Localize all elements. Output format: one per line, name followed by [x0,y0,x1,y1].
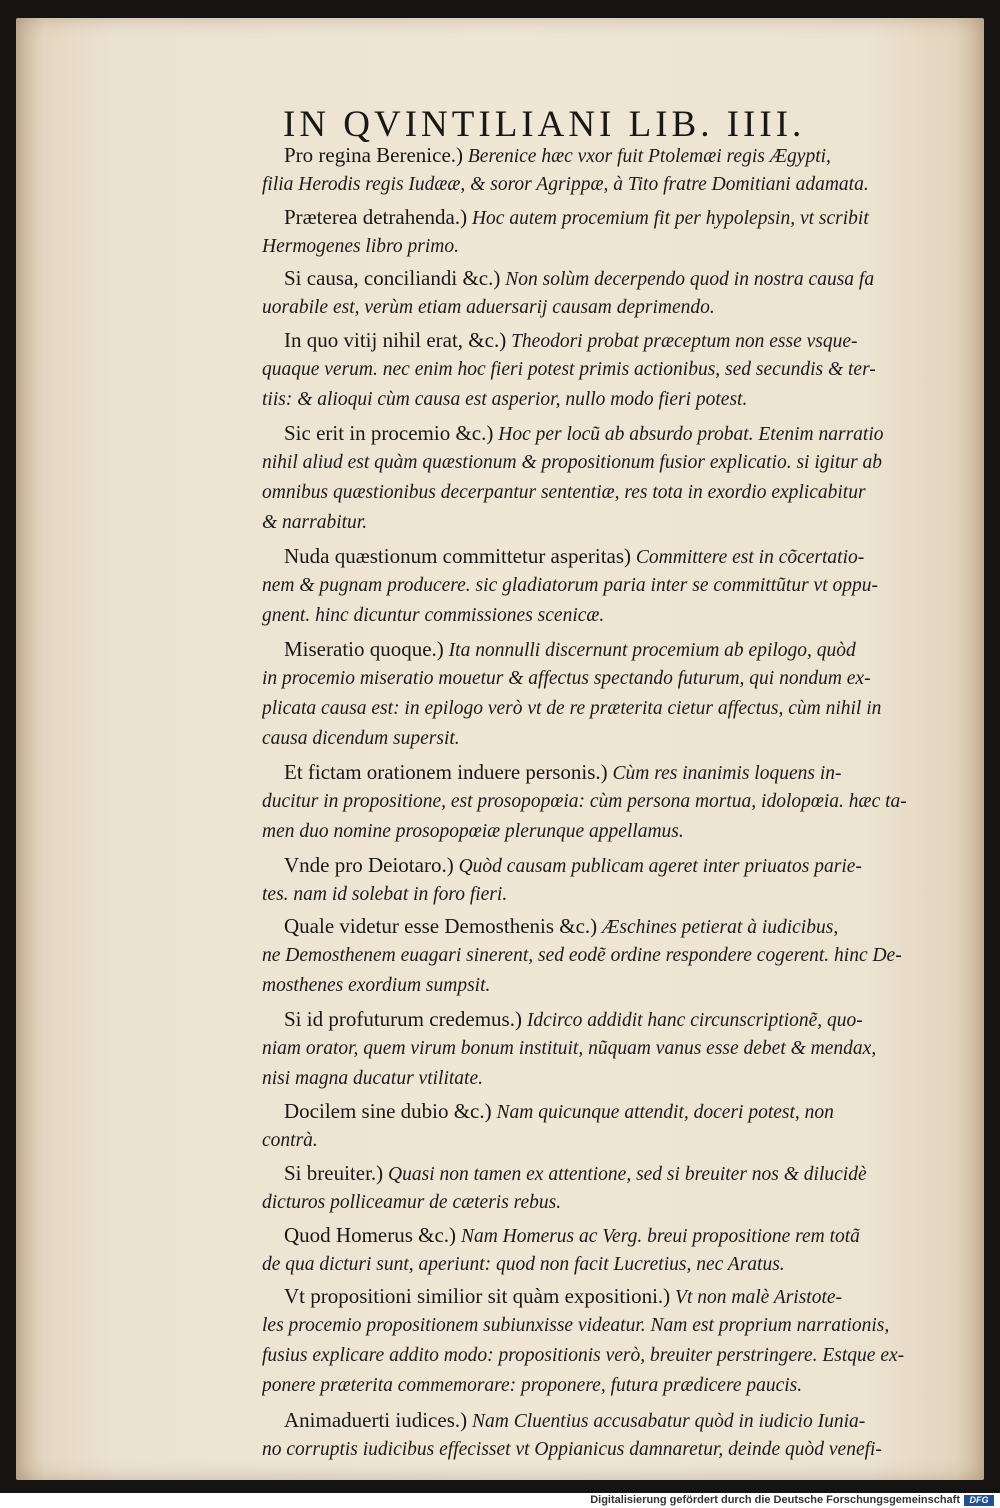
gloss: Idcirco addidit hanc circunscriptionẽ, quo- [521,1009,863,1031]
entry-continuation-line [262,601,967,631]
funding-credit: Digitalisierung gefördert durch die Deutsche Forschungsgemeinschaft [590,1494,960,1506]
lemma: Quod Homerus &c.) [284,1222,457,1247]
lemma: Et fictam orationem induere personis.) [284,760,608,784]
gloss: Nam Cluentius accusabatur quòd in iudicio Iunia- [467,1410,866,1432]
commentary-entry [262,757,967,847]
entry-continuation-line [262,971,967,1001]
commentary-entry [262,263,967,323]
gloss: ne Demosthenem euagari sinerent, sed eodẽ ordine respondere cogerent. hinc De- [262,945,902,967]
gloss: Nam quicunque attendit, doceri potest, non [491,1102,834,1124]
gloss: filia Herodis regis Iudææ, & soror Agrippæ, à Tito fratre Domitiani adamata. [262,174,869,195]
gloss: Nam Homerus ac Verg. breui propositione rem totã [456,1225,860,1247]
gloss: Quasi non tamen ex attentione, sed si breuiter nos & dilucidè [383,1164,867,1186]
entry-continuation-line [262,571,967,601]
entry-first-line [262,634,967,664]
gloss: omnibus quæstionibus decerpantur sententiæ, res tota in exordio explicabitur [262,481,866,503]
entry-first-line [262,418,967,448]
entry-continuation-line [262,508,967,538]
gloss: Cùm res inanimis loquens in- [607,763,842,784]
lemma: Vt propositioni similior sit quàm expositioni.) [284,1284,671,1309]
gloss: fusius explicare addito modo: propositionis verò, breuiter perstringere. Estque ex- [262,1345,905,1367]
commentary-entry [262,325,967,415]
gloss: de qua dicturi sunt, aperiunt: quod non facit Lucretius, nec Aratus. [262,1253,785,1275]
gloss: & narrabitur. [262,511,368,533]
entry-first-line [262,325,967,355]
commentary-entry [262,850,967,910]
commentary-entry [262,202,967,262]
entry-first-line [262,757,967,787]
gloss: les procemio propositionem subiunxisse videatur. Nam est proprium narrationis, [262,1315,890,1337]
lemma: Si id profuturum credemus.) [284,1006,522,1031]
gloss: nihil aliud est quàm quæstionum & propositionum fusior explicatio. si igitur ab [262,451,883,473]
footer-bar [0,1493,1000,1508]
gloss: no corruptis iudicibus effecisset vt Oppianicus damnaretur, deinde quòd venefi- [262,1438,882,1460]
entry-first-line [262,1220,967,1250]
gloss: Berenice hæc vxor fuit Ptolemæi regis Ægypti, [463,146,831,167]
gloss: Vt non malè Aristote- [670,1287,843,1309]
lemma: Vnde pro Deiotaro.) [284,852,454,877]
lemma: In quo vitij nihil erat, &c.) [284,328,507,353]
gloss: Committere est in cõcertatio- [631,547,865,569]
gloss: causa dicendum supersit. [262,727,460,749]
lemma: Si breuiter.) [284,1161,384,1186]
entry-continuation-line [262,880,967,910]
commentary-entry [262,541,967,631]
gloss: ponere præterita commemorare: proponere, futura prædicere paucis. [262,1375,803,1397]
entry-first-line [262,140,967,170]
entry-continuation-line [262,293,967,323]
gloss: mosthenes exordium sumpsit. [262,975,491,997]
gloss: Quòd causam publicam ageret inter priuatos parie- [453,855,862,877]
gloss: tes. nam id solebat in foro fieri. [262,883,508,905]
gloss: Æschines petierat à iudicibus, [597,917,839,939]
entry-continuation-line [262,232,967,262]
lemma: Nuda quæstionum committetur asperitas) [284,544,632,569]
lemma: Quale videtur esse Demosthenis &c.) [284,914,598,939]
entry-continuation-line [262,1371,967,1401]
gloss: Hermogenes libro primo. [262,235,459,257]
entry-continuation-line [262,1250,967,1280]
lemma: Animaduerti iudices.) [284,1407,468,1432]
entry-first-line [262,263,967,293]
entry-first-line [262,850,967,880]
commentary-entry [262,1158,967,1218]
entry-continuation-line [262,817,967,847]
entry-first-line [262,1004,967,1034]
gloss: tiis: & alioqui cùm causa est asperior, nullo modo fieri potest. [262,389,748,411]
entry-continuation-line [262,478,967,508]
gloss: Hoc autem procemium fit per hypolepsin, vt scribit [467,207,869,229]
gloss: niam orator, quem virum bonum instituit, nũquam vanus esse debet & mendax, [262,1037,877,1059]
lemma: Si causa, conciliandi &c.) [284,266,501,291]
gloss: Ita nonnulli discernunt procemium ab epilogo, quòd [443,639,856,661]
gloss: Non solùm decerpendo quod in nostra causa fa [500,269,875,291]
entry-continuation-line [262,724,967,754]
entry-first-line [262,1281,967,1311]
commentary-entry [262,1220,967,1280]
entry-continuation-line [262,1126,967,1156]
entry-continuation-line [262,1188,967,1218]
commentary-entry [262,634,967,754]
commentary-entry [262,1405,967,1465]
entry-continuation-line [262,385,967,415]
gloss: ducitur in propositione, est prosopopœia: cùm persona mortua, idolopœia. hæc ta- [262,791,907,812]
lemma: Pro regina Berenice.) [284,143,464,167]
entry-continuation-line [262,355,967,385]
entry-continuation-line [262,1435,967,1465]
lemma: Docilem sine dubio &c.) [284,1099,492,1124]
entry-continuation-line [262,787,967,817]
entry-first-line [262,1158,967,1188]
entry-first-line [262,202,967,232]
entry-continuation-line [262,1034,967,1064]
gloss: gnent. hinc dicuntur commissiones scenicæ. [262,605,605,627]
commentary-entry [262,418,967,538]
entry-first-line [262,911,967,941]
entry-continuation-line [262,1341,967,1371]
entry-continuation-line [262,694,967,724]
commentary-entry [262,911,967,1001]
commentary-entry [262,140,967,200]
lemma: Præterea detrahenda.) [284,204,468,229]
gloss: contrà. [262,1130,318,1152]
entry-first-line [262,1096,967,1126]
entry-first-line [262,541,967,571]
gloss: nisi magna ducatur vtilitate. [262,1067,483,1089]
gloss: plicata causa est: in epilogo verò vt de re præterita cietur affectus, cùm nihil in [262,697,882,719]
entry-continuation-line [262,664,967,694]
gloss: men duo nomine prosopopœiæ plerunque appellamus. [262,821,684,842]
entry-continuation-line [262,941,967,971]
gloss: nem & pugnam producere. sic gladiatorum paria inter se committũtur vt oppu- [262,575,878,597]
entry-continuation-line [262,1064,967,1094]
entry-first-line [262,1405,967,1435]
entry-continuation-line [262,170,967,200]
gloss: dicturos polliceamur de cæteris rebus. [262,1192,562,1214]
gloss: quaque verum. nec enim hoc fieri potest primis actionibus, sed secundis & ter- [262,359,876,381]
entry-continuation-line [262,1311,967,1341]
lemma: Sic erit in procemio &c.) [284,420,494,445]
entry-continuation-line [262,448,967,478]
commentary-entry [262,1004,967,1094]
running-head: IN QVINTILIANI LIB. IIII. [283,104,806,145]
commentary-entry [262,1096,967,1156]
gloss: in procemio miseratio mouetur & affectus spectando futurum, qui nondum ex- [262,667,871,689]
gloss: uorabile est, verùm etiam aduersarij causam deprimendo. [262,297,715,319]
gloss: Theodori probat præceptum non esse vsque- [506,331,858,353]
commentary-entry [262,1281,967,1401]
gloss: Hoc per locũ ab absurdo probat. Etenim narratio [493,423,884,445]
lemma: Miseratio quoque.) [284,636,444,661]
dfg-logo: DFG [964,1495,994,1506]
